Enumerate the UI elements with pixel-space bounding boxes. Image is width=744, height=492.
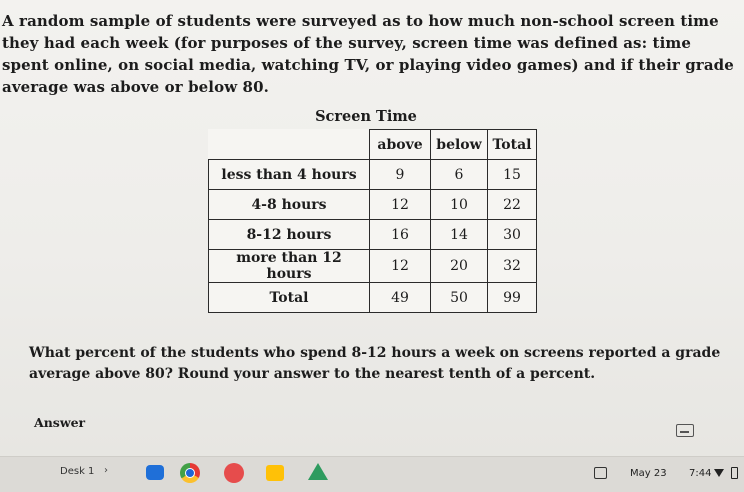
table-row [209, 160, 537, 190]
answer-input[interactable] [28, 410, 708, 446]
cell-above: 9 [370, 160, 431, 190]
cell-below: 50 [431, 283, 488, 313]
desk-label[interactable]: Desk 1 [60, 466, 95, 477]
cell-total: 22 [488, 190, 537, 220]
table-title: Screen Time [315, 108, 417, 125]
os-shelf [0, 456, 744, 492]
cell-below: 20 [431, 250, 488, 283]
cell-total: 32 [488, 250, 537, 283]
chrome-icon[interactable] [180, 463, 200, 483]
wifi-icon[interactable] [714, 469, 724, 477]
time-label[interactable]: 7:44 [689, 468, 712, 479]
prompt-text: What percent of the students who spend 8-12 hours a week on screens reported a grade average above 80? Round your answer to the nearest tenth of a percent. [29, 345, 721, 382]
row-label: Total [209, 283, 370, 313]
cell-above: 12 [370, 250, 431, 283]
screen-capture-icon[interactable] [594, 467, 607, 479]
cell-above: 49 [370, 283, 431, 313]
drive-icon[interactable] [308, 463, 328, 480]
files-icon[interactable] [146, 465, 164, 480]
two-way-table [208, 129, 537, 313]
table-row [209, 190, 537, 220]
header-below: below [431, 130, 488, 160]
cell-below: 6 [431, 160, 488, 190]
cell-total: 30 [488, 220, 537, 250]
cell-below: 10 [431, 190, 488, 220]
photos-icon[interactable] [224, 463, 244, 483]
row-label: more than 12 hours [209, 250, 370, 283]
table-corner-cell [209, 130, 370, 160]
row-label: 8-12 hours [209, 220, 370, 250]
date-label[interactable]: May 23 [630, 468, 667, 479]
cell-total: 15 [488, 160, 537, 190]
cell-above: 16 [370, 220, 431, 250]
table-row [209, 250, 537, 283]
table-row [209, 220, 537, 250]
keyboard-icon[interactable] [676, 424, 694, 437]
cell-below: 14 [431, 220, 488, 250]
header-total: Total [488, 130, 537, 160]
chevron-right-icon[interactable]: › [104, 465, 108, 476]
question-text: A random sample of students were surveyed as to how much non-school screen time they had each week (for purposes of the survey, screen time was defined as: time spent online, on social media, watching TV, or playing video games) and if their grade average was above or below 80. [2, 12, 734, 96]
header-above: above [370, 130, 431, 160]
cell-total: 99 [488, 283, 537, 313]
classroom-icon[interactable] [266, 465, 284, 481]
table-total-row [209, 283, 537, 313]
table-header-row [209, 130, 537, 160]
cell-above: 12 [370, 190, 431, 220]
row-label: less than 4 hours [209, 160, 370, 190]
answer-label: Answer [34, 415, 86, 430]
row-label: 4-8 hours [209, 190, 370, 220]
battery-icon[interactable] [731, 467, 738, 479]
